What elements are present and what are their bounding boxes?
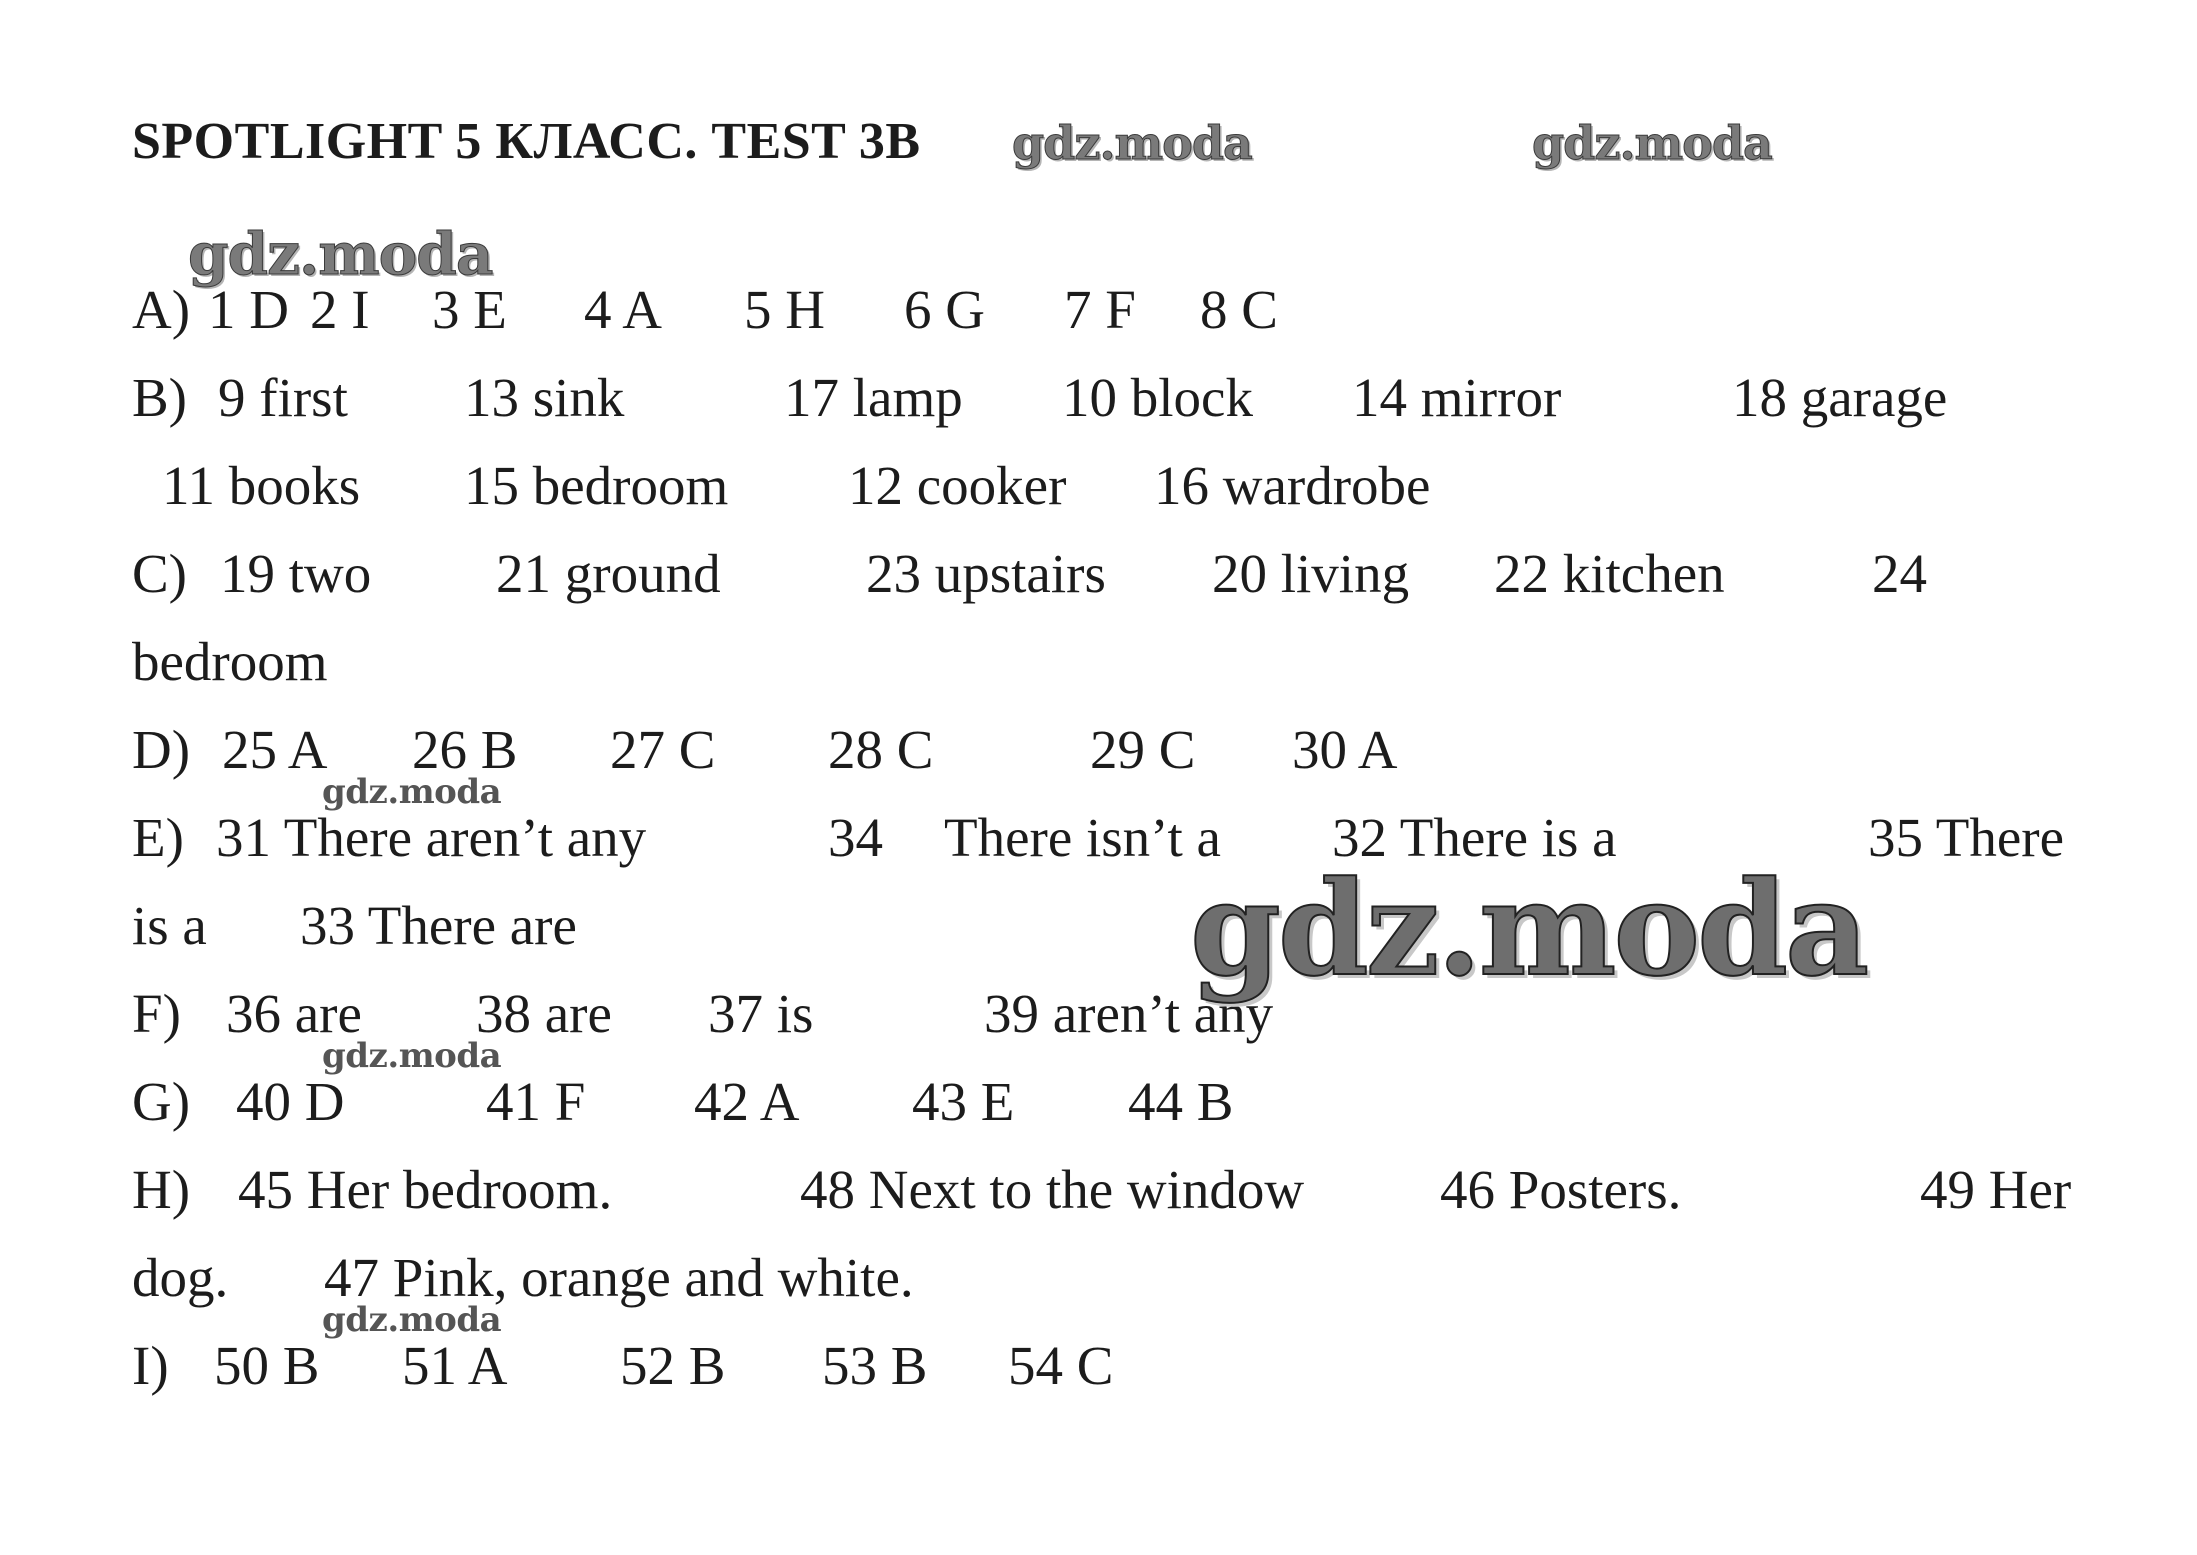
answer-item: 15 bedroom [464,455,729,516]
answer-item: 45 Her bedroom. [238,1159,613,1220]
section-label: F) [132,983,181,1044]
answer-item: 7 F [1064,279,1136,340]
answer-item: 1 D [208,279,289,340]
answer-item: 18 garage [1732,367,1948,428]
answer-item: 46 Posters. [1440,1159,1682,1220]
section-label: B) [132,367,187,428]
answer-item: 2 I [310,279,370,340]
answer-item: 9 first [218,367,348,428]
answer-item: 54 C [1008,1335,1114,1396]
answer-item: 4 A [584,279,662,340]
answer-item: 28 C [828,719,934,780]
section-label: I) [132,1335,169,1396]
watermark: gdz.moda [188,220,493,288]
answer-item: 29 C [1090,719,1196,780]
answer-item: 32 There is a [1332,807,1617,868]
answer-item: 44 B [1128,1071,1234,1132]
answer-item: 19 two [220,543,372,604]
answer-item: There isn’t a [944,807,1221,868]
section-label: E) [132,807,184,868]
answer-item: 21 ground [496,543,721,604]
watermark: gdz.moda [322,1300,502,1340]
answer-item: bedroom [132,631,328,692]
answer-item: 53 B [822,1335,928,1396]
watermark: gdz.moda [322,772,502,812]
page-title: SPOTLIGHT 5 КЛАСС. TEST 3B [132,113,921,170]
answer-item: 41 F [486,1071,586,1132]
answer-item: 3 E [432,279,507,340]
answer-item: dog. [132,1247,229,1308]
answer-item: 30 A [1292,719,1398,780]
answer-item: 50 B [214,1335,320,1396]
answer-item: 42 A [694,1071,800,1132]
answer-item: 11 books [162,455,361,516]
answer-item: 52 B [620,1335,726,1396]
answer-item: 31 There aren’t any [216,807,647,868]
watermark: gdz.moda [322,1036,502,1076]
answer-item: 20 living [1212,543,1410,604]
answer-item: 26 B [412,719,518,780]
answer-item: 35 There [1868,807,2064,868]
answer-item: 49 Her [1920,1159,2072,1220]
answer-item: 34 [828,807,883,868]
answer-item: 43 E [912,1071,1015,1132]
answer-item: 22 kitchen [1494,543,1725,604]
answer-item: 24 [1872,543,1927,604]
answer-item: 12 cooker [848,455,1067,516]
answer-item: 10 block [1062,367,1253,428]
watermark: gdz.moda [1190,852,1867,1005]
section-label: C) [132,543,187,604]
section-label: A) [132,279,191,340]
answer-item: 23 upstairs [866,543,1106,604]
answer-item: 17 lamp [784,367,963,428]
section-label: H) [132,1159,191,1220]
answer-item: 38 are [476,983,612,1044]
answer-item: 48 Next to the window [800,1159,1305,1220]
answer-item: 37 is [708,983,814,1044]
answer-item: 14 mirror [1352,367,1562,428]
answer-item: 40 D [236,1071,345,1132]
answer-item: 6 G [904,279,985,340]
answer-item: 8 C [1200,279,1278,340]
answer-item: 47 Pink, orange and white. [324,1247,914,1308]
answer-item: 13 sink [464,367,625,428]
watermark: gdz.moda [1532,116,1772,170]
answer-item: 33 There are [300,895,577,956]
answer-item: 5 H [744,279,825,340]
answer-item: 25 A [222,719,328,780]
section-label: G) [132,1071,191,1132]
answer-item: 39 aren’t any [984,983,1274,1044]
answer-item: 51 A [402,1335,508,1396]
section-label: D) [132,719,191,780]
answer-item: 36 are [226,983,362,1044]
answer-item: is a [132,895,207,956]
answer-item: 16 wardrobe [1154,455,1431,516]
answer-item: 27 C [610,719,716,780]
watermark: gdz.moda [1012,116,1252,170]
